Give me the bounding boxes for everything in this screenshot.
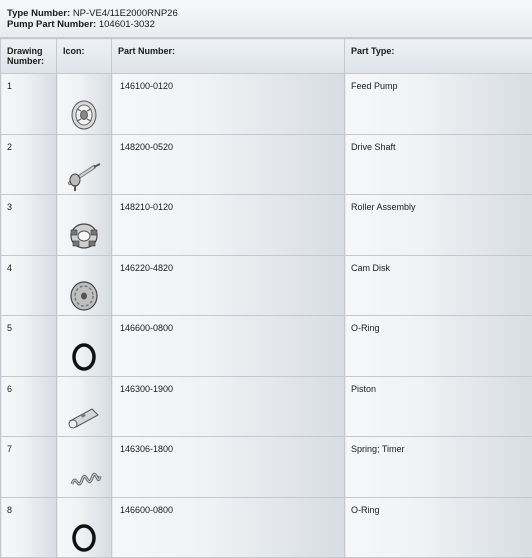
part-number-cell: 146600-0800 — [112, 497, 345, 558]
part-type-cell: Feed Pump — [345, 74, 532, 135]
table-row[interactable] — [1, 195, 532, 256]
part-number-cell: 148200-0520 — [112, 134, 345, 195]
table-row[interactable] — [1, 74, 532, 135]
part-number-cell: 146100-0120 — [112, 74, 345, 135]
drawing-number-cell: 7 — [1, 437, 57, 498]
table-row[interactable] — [1, 255, 532, 316]
parts-table — [0, 38, 532, 558]
part-type-cell: Spring; Timer — [345, 437, 532, 498]
part-type-cell: O-Ring — [345, 497, 532, 558]
table-row[interactable] — [1, 316, 532, 377]
part-type-cell: Piston — [345, 376, 532, 437]
part-number-cell: 146300-1900 — [112, 376, 345, 437]
piston-icon — [57, 376, 112, 437]
o-ring-icon — [57, 497, 112, 558]
part-type-cell: Roller Assembly — [345, 195, 532, 256]
type-number-line — [7, 8, 532, 19]
part-type-cell: Drive Shaft — [345, 134, 532, 195]
drive-shaft-icon — [57, 134, 112, 195]
spring-timer-icon — [57, 437, 112, 498]
part-number-cell: 146600-0800 — [112, 316, 345, 377]
drawing-number-cell: 2 — [1, 134, 57, 195]
table-header-row — [1, 39, 532, 74]
table-row[interactable] — [1, 437, 532, 498]
table-row[interactable] — [1, 497, 532, 558]
drawing-number-cell: 1 — [1, 74, 57, 135]
pump-part-number-value: 104601-3032 — [99, 19, 155, 30]
column-header-icon: Icon: — [57, 39, 112, 74]
part-number-cell: 146306-1800 — [112, 437, 345, 498]
drawing-number-cell: 6 — [1, 376, 57, 437]
drawing-number-cell: 3 — [1, 195, 57, 256]
part-type-cell: O-Ring — [345, 316, 532, 377]
drawing-number-cell: 8 — [1, 497, 57, 558]
drawing-number-cell: 5 — [1, 316, 57, 377]
cam-disk-icon — [57, 255, 112, 316]
column-header-drawing-number: Drawing Number: — [1, 39, 57, 74]
pump-part-number-label: Pump Part Number: — [7, 19, 96, 30]
pump-info-header — [0, 0, 532, 38]
drawing-number-cell: 4 — [1, 255, 57, 316]
roller-assembly-icon — [57, 195, 112, 256]
feed-pump-icon — [57, 74, 112, 135]
table-row[interactable] — [1, 376, 532, 437]
type-number-value: NP-VE4/11E2000RNP26 — [73, 8, 178, 19]
column-header-part-type: Part Type: — [345, 39, 532, 74]
part-number-cell: 146220-4820 — [112, 255, 345, 316]
o-ring-icon — [57, 316, 112, 377]
pump-part-number-line — [7, 19, 532, 30]
column-header-part-number: Part Number: — [112, 39, 345, 74]
part-type-cell: Cam Disk — [345, 255, 532, 316]
part-number-cell: 148210-0120 — [112, 195, 345, 256]
table-row[interactable] — [1, 134, 532, 195]
type-number-label: Type Number: — [7, 8, 70, 19]
